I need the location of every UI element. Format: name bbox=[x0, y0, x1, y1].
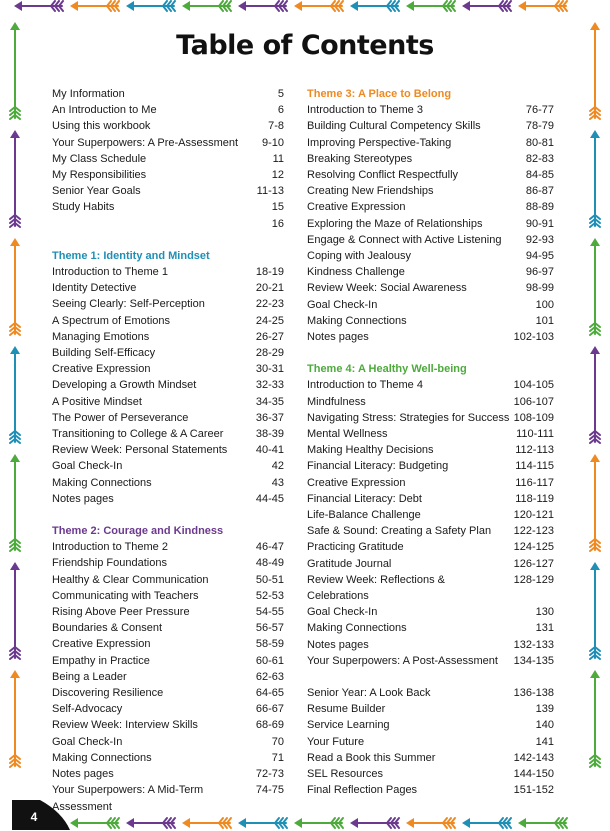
toc-right-column bbox=[307, 86, 554, 815]
arrow-ornament bbox=[294, 1, 343, 11]
entry-page: 128-129 bbox=[513, 573, 554, 586]
entry-title: Your Superpowers: A Post-Assessment bbox=[307, 654, 498, 667]
toc-entry bbox=[52, 458, 284, 474]
toc-entry bbox=[52, 750, 284, 766]
toc-entry bbox=[307, 313, 554, 329]
toc-section bbox=[307, 685, 554, 798]
entry-title: Creative Expression bbox=[307, 201, 406, 214]
arrow-ornament bbox=[590, 346, 600, 443]
arrow-ornament bbox=[10, 238, 20, 335]
toc-entry bbox=[52, 296, 284, 312]
entry-title: Introduction to Theme 3 bbox=[307, 104, 423, 117]
entry-page: 110-111 bbox=[516, 428, 554, 441]
entry-page: 46-47 bbox=[255, 541, 284, 554]
toc-entry bbox=[307, 232, 554, 248]
arrow-ornament bbox=[590, 670, 600, 767]
entry-page: 141 bbox=[535, 735, 554, 748]
toc-section bbox=[307, 361, 554, 669]
toc-entry bbox=[307, 604, 554, 620]
entry-title: Final Reflection Pages bbox=[307, 784, 418, 797]
entry-title: SEL Resources bbox=[307, 768, 384, 781]
entry-page: 32-33 bbox=[255, 379, 284, 392]
entry-page: 96-97 bbox=[525, 266, 554, 279]
entry-page: 132-133 bbox=[513, 638, 554, 651]
entry-title: Review Week: Interview Skills bbox=[52, 719, 198, 732]
toc-entry bbox=[52, 264, 284, 280]
toc-entry bbox=[52, 734, 284, 750]
toc-entry bbox=[307, 556, 554, 572]
entry-page: 5 bbox=[277, 88, 284, 100]
toc-entry bbox=[52, 151, 284, 167]
entry-page: 60-61 bbox=[255, 654, 284, 667]
arrow-ornament bbox=[70, 1, 119, 11]
entry-title: Financial Literacy: Debt bbox=[307, 492, 422, 505]
toc-entry bbox=[307, 539, 554, 555]
section-heading: Theme 3: A Place to Belong bbox=[307, 88, 452, 100]
entry-page: 80-81 bbox=[525, 136, 554, 149]
entry-title: Identity Detective bbox=[52, 282, 137, 295]
entry-page: 76-77 bbox=[525, 104, 554, 117]
toc-entry bbox=[307, 750, 554, 766]
entry-page: 74-75 bbox=[255, 784, 284, 797]
entry-title: Self-Advocacy bbox=[52, 703, 123, 716]
entry-page: 52-53 bbox=[255, 589, 284, 602]
entry-page: 134-135 bbox=[513, 654, 554, 667]
entry-title: Goal Check-In bbox=[52, 735, 123, 748]
entry-page: 15 bbox=[271, 201, 284, 214]
entry-page: 62-63 bbox=[255, 670, 284, 683]
entry-title: Being a Leader bbox=[52, 670, 127, 683]
entry-title: Empathy in Practice bbox=[52, 654, 150, 667]
entry-title: Making Connections bbox=[307, 314, 407, 327]
entry-page: 7-8 bbox=[268, 120, 284, 133]
arrow-ornament bbox=[126, 1, 175, 11]
entry-page: 42 bbox=[271, 460, 284, 473]
entry-page: 112-113 bbox=[515, 444, 554, 457]
arrow-ornament bbox=[294, 818, 343, 828]
entry-title: Improving Perspective-Taking bbox=[307, 136, 452, 149]
arrow-ornament bbox=[406, 818, 455, 828]
entry-title: Friendship Foundations bbox=[52, 557, 167, 570]
entry-page: 16 bbox=[271, 217, 284, 230]
entry-page: 114-115 bbox=[515, 460, 554, 473]
toc-entry bbox=[307, 523, 554, 539]
entry-title: Using this workbook bbox=[52, 120, 151, 133]
entry-page: 28-29 bbox=[255, 347, 284, 360]
arrow-ornament bbox=[14, 1, 63, 11]
toc-entry bbox=[307, 734, 554, 750]
arrow-ornament bbox=[350, 1, 399, 11]
toc-entry bbox=[52, 653, 284, 669]
toc-entry bbox=[52, 426, 284, 442]
entry-page: 88-89 bbox=[525, 201, 554, 214]
entry-title: Mindfulness bbox=[307, 395, 366, 408]
entry-page: 116-117 bbox=[515, 476, 554, 489]
entry-page: 142-143 bbox=[513, 751, 554, 764]
toc-entry bbox=[307, 329, 554, 345]
entry-title: Your Future bbox=[307, 735, 365, 748]
toc-entry bbox=[307, 701, 554, 717]
entry-title: Kindness Challenge bbox=[307, 266, 405, 279]
arrow-ornament bbox=[182, 1, 231, 11]
entry-page: 82-83 bbox=[525, 152, 554, 165]
toc-section bbox=[52, 86, 284, 232]
entry-page: 120-121 bbox=[513, 509, 554, 522]
toc-entry bbox=[52, 669, 284, 685]
entry-page: 30-31 bbox=[255, 363, 284, 376]
toc-entry bbox=[52, 491, 284, 507]
entry-title: Coping with Jealousy bbox=[307, 250, 411, 263]
entry-title: Transitioning to College & A Career bbox=[52, 428, 224, 441]
entry-page: 34-35 bbox=[255, 395, 284, 408]
entry-title: My Information bbox=[52, 88, 125, 100]
arrow-ornament bbox=[10, 562, 20, 659]
section-heading: Theme 4: A Healthy Well-being bbox=[307, 363, 467, 376]
section-heading: Theme 2: Courage and Kindness bbox=[52, 525, 224, 538]
entry-page: 54-55 bbox=[255, 606, 284, 619]
entry-title: Exploring the Maze of Relationships bbox=[307, 217, 483, 230]
toc-entry bbox=[307, 167, 554, 183]
toc-entry bbox=[52, 377, 284, 393]
toc-entry bbox=[52, 620, 284, 636]
entry-page: 18-19 bbox=[255, 266, 284, 279]
toc-entry bbox=[52, 475, 284, 491]
toc-entry bbox=[307, 118, 554, 134]
entry-page: 68-69 bbox=[255, 719, 284, 732]
entry-page: 12 bbox=[271, 169, 284, 182]
entry-page: 118-119 bbox=[515, 492, 554, 505]
entry-title: Introduction to Theme 2 bbox=[52, 541, 168, 554]
toc-entry bbox=[307, 458, 554, 474]
arrow-ornament bbox=[238, 1, 287, 11]
entry-title: An Introduction to Me bbox=[52, 104, 157, 117]
entry-title: Creative Expression bbox=[52, 638, 151, 651]
section-heading: Theme 1: Identity and Mindset bbox=[52, 249, 210, 262]
entry-title: Discovering Resilience bbox=[52, 687, 164, 700]
page-number: 4 bbox=[30, 810, 38, 824]
entry-title: Mental Wellness bbox=[307, 428, 388, 441]
toc-entry bbox=[52, 410, 284, 426]
entry-title: Safe & Sound: Creating a Safety Plan bbox=[307, 525, 492, 538]
toc-entry bbox=[307, 216, 554, 232]
toc-entry bbox=[52, 636, 284, 652]
toc-entry bbox=[307, 264, 554, 280]
entry-page: 43 bbox=[271, 476, 284, 489]
entry-page: 40-41 bbox=[255, 444, 284, 457]
toc-entry bbox=[307, 442, 554, 458]
toc-entry bbox=[52, 86, 284, 102]
toc-entry bbox=[307, 248, 554, 264]
toc-entry bbox=[307, 572, 554, 604]
entry-title: Notes pages bbox=[52, 768, 114, 781]
entry-title: Creative Expression bbox=[307, 476, 406, 489]
entry-title: Developing a Growth Mindset bbox=[52, 379, 197, 392]
toc-entry bbox=[52, 135, 284, 151]
toc-entry bbox=[307, 394, 554, 410]
toc-entry bbox=[307, 297, 554, 313]
entry-title: Goal Check-In bbox=[307, 606, 378, 619]
entry-title: Making Connections bbox=[52, 751, 152, 764]
entry-page: 56-57 bbox=[255, 622, 284, 635]
entry-page: 26-27 bbox=[255, 330, 284, 343]
toc-entry bbox=[52, 539, 284, 555]
arrow-ornament bbox=[350, 818, 399, 828]
entry-page: 108-109 bbox=[513, 411, 554, 424]
entry-title: Managing Emotions bbox=[52, 330, 150, 343]
entry-page: 78-79 bbox=[525, 120, 554, 133]
toc-section bbox=[52, 523, 284, 815]
entry-page: 136-138 bbox=[513, 687, 554, 700]
entry-title: Financial Literacy: Budgeting bbox=[307, 460, 449, 473]
entry-page: 151-152 bbox=[513, 784, 554, 797]
entry-title: Senior Year: A Look Back bbox=[307, 687, 431, 700]
entry-page: 9-10 bbox=[261, 136, 284, 149]
toc-entry bbox=[52, 572, 284, 588]
toc-entry bbox=[52, 280, 284, 296]
entry-page: 101 bbox=[535, 314, 554, 327]
entry-page: 66-67 bbox=[255, 703, 284, 716]
entry-page: 122-123 bbox=[513, 525, 554, 538]
arrow-ornament bbox=[10, 670, 20, 767]
toc-entry bbox=[52, 701, 284, 717]
entry-page: 139 bbox=[535, 703, 554, 716]
entry-page: 104-105 bbox=[513, 379, 554, 392]
entry-page: 126-127 bbox=[513, 557, 554, 570]
entry-page: 86-87 bbox=[525, 185, 554, 198]
toc-entry bbox=[307, 151, 554, 167]
toc-entry bbox=[52, 216, 284, 232]
toc-entry bbox=[307, 507, 554, 523]
toc-entry bbox=[307, 717, 554, 733]
entry-title: My Responsibilities bbox=[52, 169, 147, 182]
entry-page: 71 bbox=[271, 751, 284, 764]
arrow-ornament bbox=[10, 130, 20, 227]
toc-entry bbox=[52, 782, 284, 814]
toc-entry bbox=[307, 653, 554, 669]
toc-entry bbox=[52, 167, 284, 183]
toc-entry bbox=[52, 717, 284, 733]
toc-entry bbox=[307, 377, 554, 393]
entry-title: Making Connections bbox=[307, 622, 407, 635]
entry-page: 94-95 bbox=[525, 250, 554, 263]
entry-title: Building Cultural Competency Skills bbox=[307, 120, 481, 133]
entry-title: A Spectrum of Emotions bbox=[52, 314, 170, 327]
toc-entry bbox=[307, 426, 554, 442]
entry-page: 24-25 bbox=[255, 314, 284, 327]
entry-page: 58-59 bbox=[255, 638, 284, 651]
arrow-ornament bbox=[590, 562, 600, 659]
entry-title: Creating New Friendships bbox=[307, 185, 434, 198]
toc-entry bbox=[307, 475, 554, 491]
entry-title: Navigating Stress: Strategies for Success bbox=[307, 411, 510, 424]
toc-section bbox=[307, 86, 554, 345]
entry-title: Practicing Gratitude bbox=[307, 541, 404, 554]
toc-entry bbox=[307, 637, 554, 653]
toc-entry bbox=[52, 361, 284, 377]
toc-entry bbox=[52, 329, 284, 345]
entry-title: Your Superpowers: A Pre-Assessment bbox=[52, 136, 239, 149]
toc-entry bbox=[307, 199, 554, 215]
entry-title: Gratitude Journal bbox=[307, 557, 392, 570]
toc-entry bbox=[307, 620, 554, 636]
entry-title: Creative Expression bbox=[52, 363, 151, 376]
toc-section bbox=[52, 248, 284, 507]
toc-entry bbox=[52, 766, 284, 782]
entry-page: 98-99 bbox=[525, 282, 554, 295]
entry-page: 20-21 bbox=[255, 282, 284, 295]
entry-title: Your Superpowers: A Mid-Term Assessment bbox=[52, 784, 204, 813]
arrow-ornament bbox=[462, 818, 511, 828]
arrow-ornament bbox=[518, 1, 567, 11]
entry-page: 92-93 bbox=[525, 233, 554, 246]
toc-entry bbox=[307, 135, 554, 151]
entry-page: 38-39 bbox=[255, 428, 284, 441]
page-title: Table of Contents bbox=[176, 30, 434, 61]
entry-page: 72-73 bbox=[255, 768, 284, 781]
entry-page: 48-49 bbox=[255, 557, 284, 570]
entry-title: Notes pages bbox=[307, 331, 369, 344]
arrow-ornament bbox=[590, 454, 600, 551]
entry-page: 131 bbox=[535, 622, 554, 635]
entry-page: 36-37 bbox=[255, 411, 284, 424]
toc-entry bbox=[52, 588, 284, 604]
toc-entry bbox=[307, 280, 554, 296]
entry-page: 64-65 bbox=[255, 687, 284, 700]
entry-title: Resolving Conflict Respectfully bbox=[307, 169, 459, 181]
entry-title: Review Week: Personal Statements bbox=[52, 444, 228, 457]
entry-page: 84-85 bbox=[525, 169, 554, 181]
toc-entry bbox=[307, 410, 554, 426]
toc-entry bbox=[52, 345, 284, 361]
entry-title: Review Week: Social Awareness bbox=[307, 282, 467, 295]
arrow-ornament bbox=[590, 130, 600, 227]
toc-entry bbox=[307, 491, 554, 507]
entry-page: 44-45 bbox=[255, 492, 284, 505]
toc-entry bbox=[52, 604, 284, 620]
entry-title: My Class Schedule bbox=[52, 152, 147, 165]
entry-title: The Power of Perseverance bbox=[52, 411, 189, 424]
entry-title: Notes pages bbox=[307, 638, 369, 651]
entry-title: Goal Check-In bbox=[52, 460, 123, 473]
entry-page: 22-23 bbox=[255, 298, 284, 311]
entry-title: Breaking Stereotypes bbox=[307, 152, 413, 165]
toc-left-column bbox=[52, 86, 284, 831]
toc-entry bbox=[52, 313, 284, 329]
entry-title: Making Healthy Decisions bbox=[307, 444, 434, 457]
entry-title: Boundaries & Consent bbox=[52, 622, 163, 635]
arrow-ornament bbox=[518, 818, 567, 828]
entry-title: Making Connections bbox=[52, 476, 152, 489]
arrow-ornament bbox=[10, 454, 20, 551]
entry-title: Healthy & Clear Communication bbox=[52, 573, 209, 586]
toc-entry bbox=[307, 782, 554, 798]
arrow-ornament bbox=[590, 238, 600, 335]
toc-entry bbox=[52, 102, 284, 118]
toc-entry bbox=[52, 555, 284, 571]
toc-entry bbox=[52, 394, 284, 410]
entry-page: 11 bbox=[272, 152, 284, 165]
arrow-ornament bbox=[462, 1, 511, 11]
toc-entry bbox=[52, 183, 284, 199]
entry-title: Life-Balance Challenge bbox=[307, 509, 421, 522]
entry-title: Notes pages bbox=[52, 492, 114, 505]
entry-page: 124-125 bbox=[513, 541, 554, 554]
entry-page: 140 bbox=[535, 719, 554, 732]
toc-entry bbox=[307, 183, 554, 199]
entry-page: 6 bbox=[277, 104, 284, 117]
entry-title: Resume Builder bbox=[307, 703, 386, 716]
entry-title: Seeing Clearly: Self-Perception bbox=[52, 298, 205, 311]
entry-page: 90-91 bbox=[525, 217, 554, 230]
entry-title: Read a Book this Summer bbox=[307, 751, 436, 764]
arrow-ornament bbox=[10, 346, 20, 443]
entry-page: 130 bbox=[535, 606, 554, 619]
entry-page: 144-150 bbox=[513, 768, 554, 781]
entry-title: Rising Above Peer Pressure bbox=[52, 606, 190, 619]
arrow-ornament bbox=[406, 1, 455, 11]
entry-title: Introduction to Theme 4 bbox=[307, 379, 423, 392]
toc-entry bbox=[307, 685, 554, 701]
entry-title: Engage & Connect with Active Listening bbox=[307, 233, 502, 246]
entry-page: 106-107 bbox=[513, 395, 554, 408]
toc-entry bbox=[52, 199, 284, 215]
toc-entry bbox=[307, 102, 554, 118]
entry-page: 70 bbox=[271, 735, 284, 748]
entry-title: Senior Year Goals bbox=[52, 185, 141, 198]
entry-title: Building Self-Efficacy bbox=[52, 347, 156, 360]
entry-page: 100 bbox=[535, 298, 554, 311]
entry-title: Review Week: Reflections & Celebrations bbox=[307, 573, 449, 603]
entry-page: 102-103 bbox=[513, 331, 554, 344]
entry-title: Introduction to Theme 1 bbox=[52, 266, 168, 279]
entry-title: Service Learning bbox=[307, 719, 390, 732]
toc-entry bbox=[52, 118, 284, 134]
entry-title: A Positive Mindset bbox=[52, 395, 142, 408]
toc-entry bbox=[52, 685, 284, 701]
entry-title: Study Habits bbox=[52, 201, 115, 214]
toc-entry bbox=[307, 766, 554, 782]
entry-page: 11-13 bbox=[256, 185, 284, 198]
entry-page: 50-51 bbox=[255, 573, 284, 586]
toc-entry bbox=[52, 442, 284, 458]
entry-title: Communicating with Teachers bbox=[52, 589, 199, 602]
entry-title: Goal Check-In bbox=[307, 298, 378, 311]
